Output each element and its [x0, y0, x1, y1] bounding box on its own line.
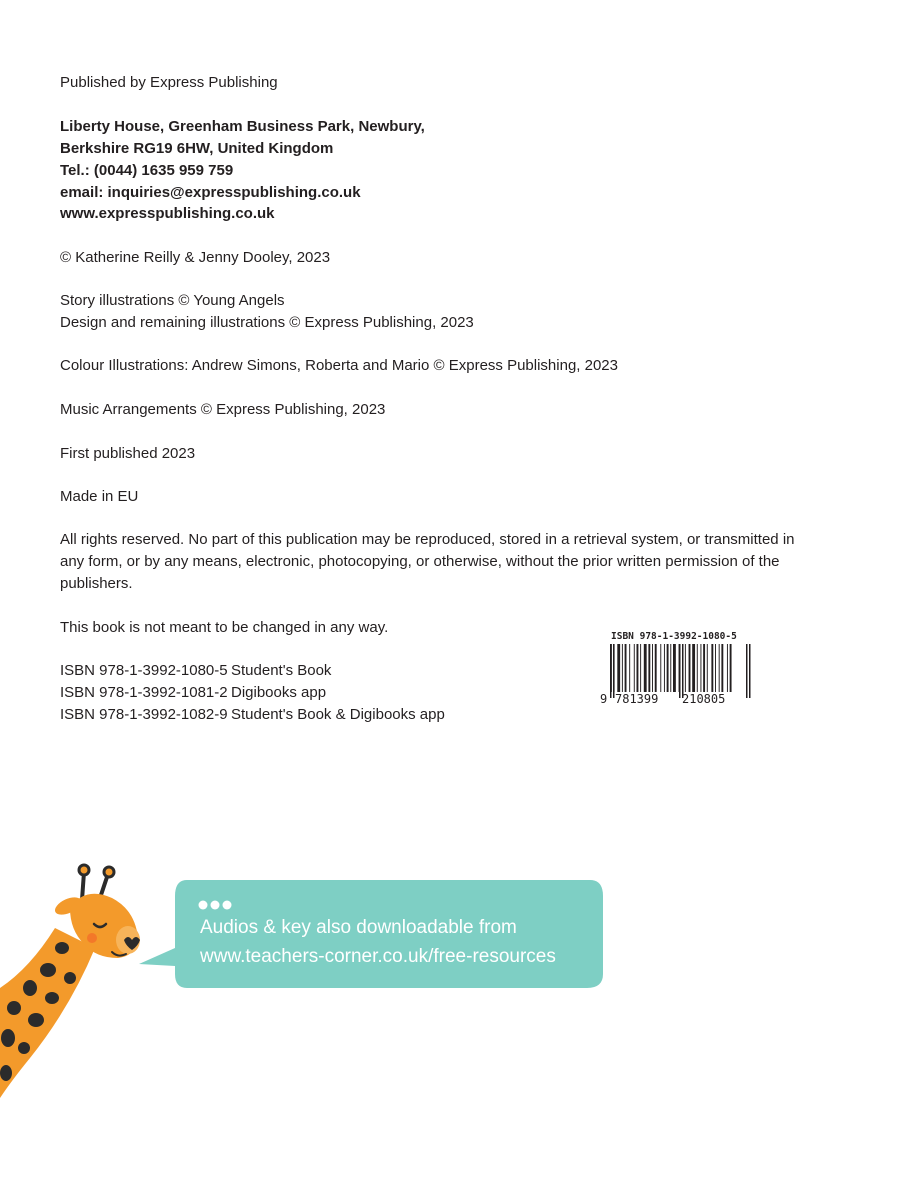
- illustrations-design: Design and remaining illustrations © Express Publishing, 2023: [60, 314, 474, 331]
- first-published: First published 2023: [60, 445, 196, 462]
- barcode-bar: [670, 644, 671, 692]
- barcode-bar: [652, 644, 653, 692]
- barcode-guard-bar: [610, 644, 612, 698]
- barcode-bar: [629, 644, 630, 692]
- barcode-bar: [648, 644, 650, 692]
- bubble-dot: [211, 901, 220, 910]
- barcode-bars: [610, 644, 751, 698]
- barcode-bar: [617, 644, 620, 692]
- not-changed-note: This book is not meant to be changed in any way.: [60, 619, 389, 636]
- isbn-label: Digibooks app: [231, 684, 327, 701]
- barcode-bar: [667, 644, 669, 692]
- barcode-bar: [727, 644, 728, 692]
- barcode-bar: [664, 644, 665, 692]
- barcode-guard-bar: [749, 644, 751, 698]
- barcode-bar: [685, 644, 686, 692]
- barcode-top-label: ISBN 978-1-3992-1080-5: [611, 631, 737, 642]
- barcode-bar: [721, 644, 723, 692]
- isbn-row: [60, 704, 445, 726]
- isbn-row: [60, 660, 331, 682]
- bubble-link[interactable]: www.teachers-corner.co.uk/free-resources: [200, 946, 556, 967]
- barcode-bar: [711, 644, 713, 692]
- publisher-line: Published by Express Publishing: [60, 74, 278, 91]
- barcode-guard-bar: [679, 644, 681, 698]
- barcode-bar: [719, 644, 720, 692]
- music-arrangements: Music Arrangements © Express Publishing, 2023: [60, 401, 386, 418]
- barcode-bar: [660, 644, 661, 692]
- address-line1: Liberty House, Greenham Business Park, Newbury,: [60, 118, 425, 135]
- barcode-bar: [692, 644, 695, 692]
- barcode-bar: [622, 644, 623, 692]
- address-email[interactable]: email: inquiries@expresspublishing.co.uk: [60, 184, 361, 201]
- barcode-bar: [644, 644, 647, 692]
- address-line2: Berkshire RG19 6HW, United Kingdom: [60, 140, 334, 157]
- barcode-bar: [640, 644, 641, 692]
- copyright-authors: © Katherine Reilly & Jenny Dooley, 2023: [60, 249, 331, 266]
- address-tel: Tel.: (0044) 1635 959 759: [60, 162, 234, 179]
- barcode-bar: [625, 644, 627, 692]
- barcode-bar: [707, 644, 708, 692]
- barcode-bar: [703, 644, 705, 692]
- barcode-bar: [655, 644, 657, 692]
- barcode-digit-lead: 9: [600, 692, 608, 706]
- isbn-number: ISBN 978-1-3992-1081-2: [60, 684, 228, 701]
- address-web[interactable]: www.expresspublishing.co.uk: [60, 205, 275, 222]
- barcode-bar: [673, 644, 676, 692]
- made-in: Made in EU: [60, 488, 139, 505]
- illustrations-story: Story illustrations © Young Angels: [60, 292, 285, 309]
- bubble-text-line1: Audios & key also downloadable from: [200, 917, 517, 938]
- barcode-bar: [700, 644, 701, 692]
- barcode-digits-left: 781399: [615, 692, 659, 706]
- colour-illustrations: Colour Illustrations: Andrew Simons, Roberta and Mario © Express Publishing, 2023: [60, 357, 618, 374]
- isbn-row: [60, 682, 326, 704]
- barcode-guard-bar: [746, 644, 748, 698]
- bubble-dot: [199, 901, 208, 910]
- isbn-label: Student's Book & Digibooks app: [231, 706, 445, 723]
- barcode-bar: [689, 644, 691, 692]
- barcode-guard-bar: [613, 644, 615, 698]
- barcode-bar: [634, 644, 635, 692]
- barcode-bar: [697, 644, 698, 692]
- barcode-bar: [730, 644, 732, 692]
- rights-statement: All rights reserved. No part of this publication may be reproduced, stored in a retrieval system, or transmitted in any form, or by any means, electronic, photocopying, or otherwise, without the prior written permission of the publishers.: [60, 531, 795, 592]
- barcode-bar: [715, 644, 716, 692]
- isbn-number: ISBN 978-1-3992-1082-9: [60, 706, 228, 723]
- barcode-digits-right: 210805: [682, 692, 726, 706]
- isbn-number: ISBN 978-1-3992-1080-5: [60, 662, 228, 679]
- barcode-bar: [637, 644, 639, 692]
- barcode-guard-bar: [682, 644, 684, 698]
- isbn-label: Student's Book: [231, 662, 332, 679]
- isbn-barcode: [600, 628, 760, 708]
- giraffe-illustration: [0, 858, 150, 1108]
- bubble-dot: [223, 901, 232, 910]
